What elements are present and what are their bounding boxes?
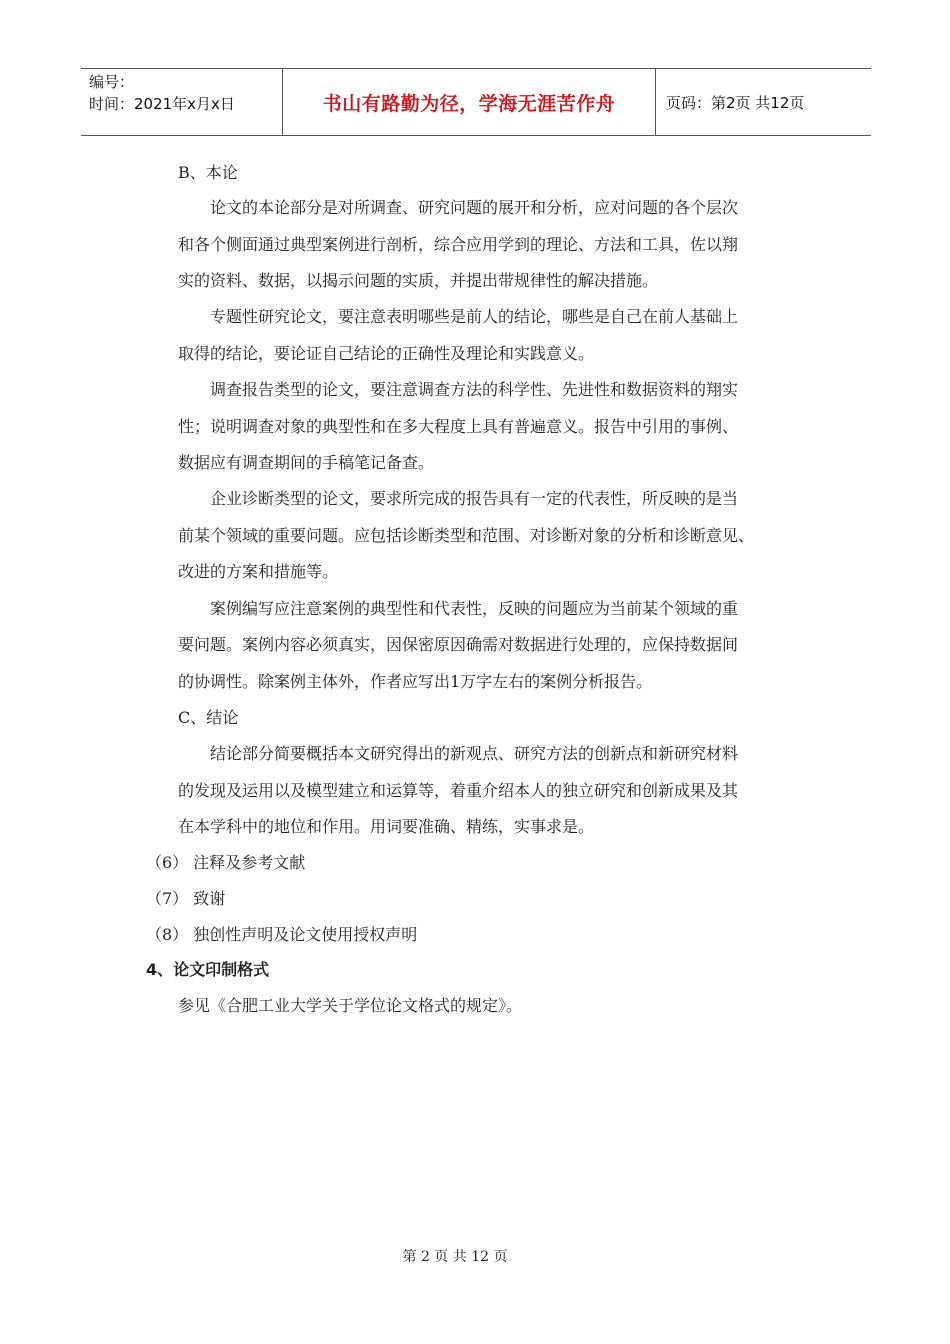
- header-motto-cell: [282, 69, 656, 135]
- paragraph-line: 案例编写应注意案例的典型性和代表性，反映的问题应为当前某个领域的重: [210, 599, 739, 618]
- paragraph-line: 结论部分简要概括本文研究得出的新观点、研究方法的创新点和新研究材料: [210, 744, 739, 763]
- document-number-label: 编号：: [89, 73, 135, 91]
- page-header: [81, 68, 871, 136]
- paragraph-line: 要问题。案例内容必须真实，因保密原因确需对数据进行处理的，应保持数据间: [178, 635, 739, 654]
- paragraph-line: 企业诊断类型的论文，要求所完成的报告具有一定的代表性，所反映的是当: [210, 489, 739, 508]
- paragraph-line: 实的资料、数据，以揭示问题的实质，并提出带规律性的解决措施。: [178, 271, 659, 290]
- paragraph-line: 的协调性。除案例主体外，作者应写出1万字左右的案例分析报告。: [178, 672, 653, 691]
- section-c-heading: C、结论: [178, 708, 239, 727]
- paragraph-line: 数据应有调查期间的手稿笔记备查。: [178, 453, 435, 472]
- section-4-heading: 4、论文印制格式: [146, 960, 270, 979]
- header-motto: 书山有路勤为径，学海无涯苦作舟: [322, 92, 616, 115]
- paragraph-line: 前某个领域的重要问题。应包括诊断类型和范围、对诊断对象的分析和诊断意见、: [178, 526, 755, 545]
- header-page-number: 页码：第2页 共12页: [666, 93, 805, 112]
- list-item-8: （8） 独创性声明及论文使用授权声明: [146, 925, 418, 944]
- list-item-7: （7） 致谢: [146, 889, 226, 908]
- page-footer: [0, 1246, 950, 1266]
- header-page-info: [656, 69, 871, 135]
- paragraph-line: 的发现及运用以及模型建立和运算等，着重介绍本人的独立研究和创新成果及其: [178, 781, 739, 800]
- section-b-heading: B、本论: [178, 163, 238, 182]
- paragraph-line: 在本学科中的地位和作用。用词要准确、精练，实事求是。: [178, 817, 595, 836]
- paragraph-line: 改进的方案和措施等。: [178, 562, 339, 581]
- paragraph-line: 论文的本论部分是对所调查、研究问题的展开和分析，应对问题的各个层次: [210, 198, 739, 217]
- paragraph-line: 性；说明调查对象的典型性和在多大程度上具有普遍意义。报告中引用的事例、: [178, 417, 739, 436]
- paragraph-line: 调查报告类型的论文，要注意调查方法的科学性、先进性和数据资料的翔实: [210, 380, 739, 399]
- paragraph-line: 专题性研究论文，要注意表明哪些是前人的结论，哪些是自己在前人基础上: [210, 307, 739, 326]
- list-item-6: （6） 注释及参考文献: [146, 853, 306, 872]
- paragraph-line: 和各个侧面通过典型案例进行剖析，综合应用学到的理论、方法和工具，佐以翔: [178, 235, 739, 254]
- footer-page-number: 第 2 页 共 12 页: [402, 1249, 508, 1265]
- header-meta: [81, 69, 282, 135]
- paragraph-line: 取得的结论，要论证自己结论的正确性及理论和实践意义。: [178, 344, 595, 363]
- document-date: 时间：2021年x月x日: [89, 95, 235, 113]
- section-4-text: 参见《合肥工业大学关于学位论文格式的规定》。: [178, 996, 523, 1015]
